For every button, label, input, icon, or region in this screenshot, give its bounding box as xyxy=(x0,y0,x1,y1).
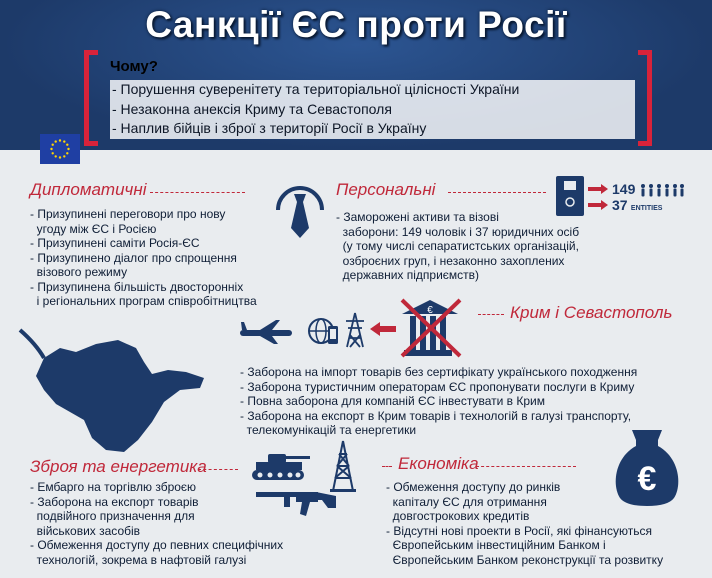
list-item: подвійного призначення для xyxy=(30,509,195,523)
why-item: - Незаконна анексія Криму та Севастополя xyxy=(110,100,635,120)
arms-divider xyxy=(198,469,238,470)
why-item: - Порушення суверенітету та територіальної цілісності України xyxy=(110,80,635,100)
arrow-left-icon xyxy=(370,322,396,336)
list-item: - Заборона туристичним операторам ЄС пропонувати послуги в Криму xyxy=(240,379,635,394)
arrow-right-icon xyxy=(588,200,608,210)
right-bracket xyxy=(638,50,652,146)
list-item: - Заборона на експорт в Крим товарів і технологій в галузі транспорту, xyxy=(240,408,632,423)
list-item: Європейським Банком реконструкції та розвитку xyxy=(386,552,664,567)
oil-derrick-icon xyxy=(330,440,356,492)
euro-symbol: € xyxy=(427,305,433,316)
money-bag-icon xyxy=(612,426,682,508)
list-item: - Призупинені переговори про нову xyxy=(30,207,226,221)
list-item: - Призупинені саміти Росія-ЄС xyxy=(30,236,200,250)
arms-title: Зброя та енергетика xyxy=(30,457,207,476)
list-item: капіталу ЄС для отримання xyxy=(386,494,547,509)
list-item: - Обмеження доступу до певних специфічних xyxy=(30,538,284,552)
diplomat-tie-icon xyxy=(272,180,328,240)
no-investment-icon xyxy=(400,296,464,358)
crimea-title: Крим і Севастополь xyxy=(510,303,673,322)
stat-people xyxy=(612,181,635,197)
arms-list xyxy=(30,480,283,567)
economy-divider xyxy=(476,466,576,467)
personal-divider xyxy=(448,192,546,193)
power-tower-icon xyxy=(344,312,366,348)
tank-icon xyxy=(250,448,312,482)
why-list xyxy=(110,80,635,139)
eu-flag-icon xyxy=(40,134,80,164)
list-item: довгострокових кредитів xyxy=(386,509,530,523)
economy-divider xyxy=(382,466,392,467)
why-title: Чому? xyxy=(110,58,158,75)
list-item: - Призупинено діалог про спрощення xyxy=(30,250,237,265)
left-bracket xyxy=(84,50,98,146)
list-item: державних підприємств) xyxy=(336,268,480,282)
list-item: і регіональних програм співробітництва xyxy=(30,294,257,308)
list-item: телекомунікацій та енергетики xyxy=(240,423,417,437)
stat-entities-value: 37 xyxy=(612,197,628,213)
passport-icon xyxy=(556,176,584,216)
list-item: технологій, зокрема в нафтовій галузі xyxy=(30,552,247,567)
crimea-map-icon xyxy=(14,318,214,458)
list-item: - Повна заборона для компаній ЄС інвестувати в Крим xyxy=(240,394,545,408)
stat-entities-label: ENTITIES xyxy=(630,205,663,212)
crimea-list xyxy=(240,365,637,438)
money-bag-euro: € xyxy=(637,460,657,498)
stat-people-value: 149 xyxy=(612,181,636,197)
list-item: заборони: 149 чоловік і 37 юридичних осіб xyxy=(336,224,580,239)
list-item: - Обмеження доступу до ринків xyxy=(386,480,561,494)
diplomatic-list xyxy=(30,207,257,309)
rifle-icon xyxy=(256,486,336,520)
diplomatic-title: Дипломатичні xyxy=(30,180,147,199)
list-item: - Заборона на імпорт товарів без сертифікату українського походження xyxy=(240,365,638,379)
economy-title: Економіка xyxy=(398,454,479,473)
list-item: угоду між ЄС і Росією xyxy=(30,221,157,236)
page-title: Санкції ЄС проти Росії xyxy=(145,4,567,45)
why-panel xyxy=(104,56,634,142)
list-item: озброєних груп, і незаконно захоплених xyxy=(336,253,565,268)
list-item: - Ембарго на торгівлю зброєю xyxy=(30,480,197,494)
people-icon xyxy=(640,183,684,197)
list-item: - Відсутні нові проекти в Росії, які фінансуються xyxy=(386,523,652,538)
why-item: - Наплив бійців і зброї з території Росії в Україну xyxy=(110,119,635,139)
list-item: візового режиму xyxy=(30,265,128,279)
personal-list xyxy=(336,210,579,283)
airplane-icon xyxy=(238,320,298,344)
list-item: - Призупинена більшість двосторонніх xyxy=(30,279,244,294)
list-item: - Заморожені активи та візові xyxy=(336,210,499,224)
arrow-right-icon xyxy=(588,184,608,194)
diplomatic-divider xyxy=(150,192,245,193)
crimea-divider xyxy=(478,314,504,315)
personal-title: Персональні xyxy=(336,180,436,199)
list-item: (у тому числі сепаратистських організацій, xyxy=(336,239,579,253)
stat-entities xyxy=(612,197,662,213)
list-item: військових засобів xyxy=(30,523,141,538)
list-item: - Заборона на експорт товарів xyxy=(30,494,199,509)
globe-phone-icon xyxy=(306,314,340,348)
list-item: Європейським інвестиційним Банком і xyxy=(386,538,606,552)
